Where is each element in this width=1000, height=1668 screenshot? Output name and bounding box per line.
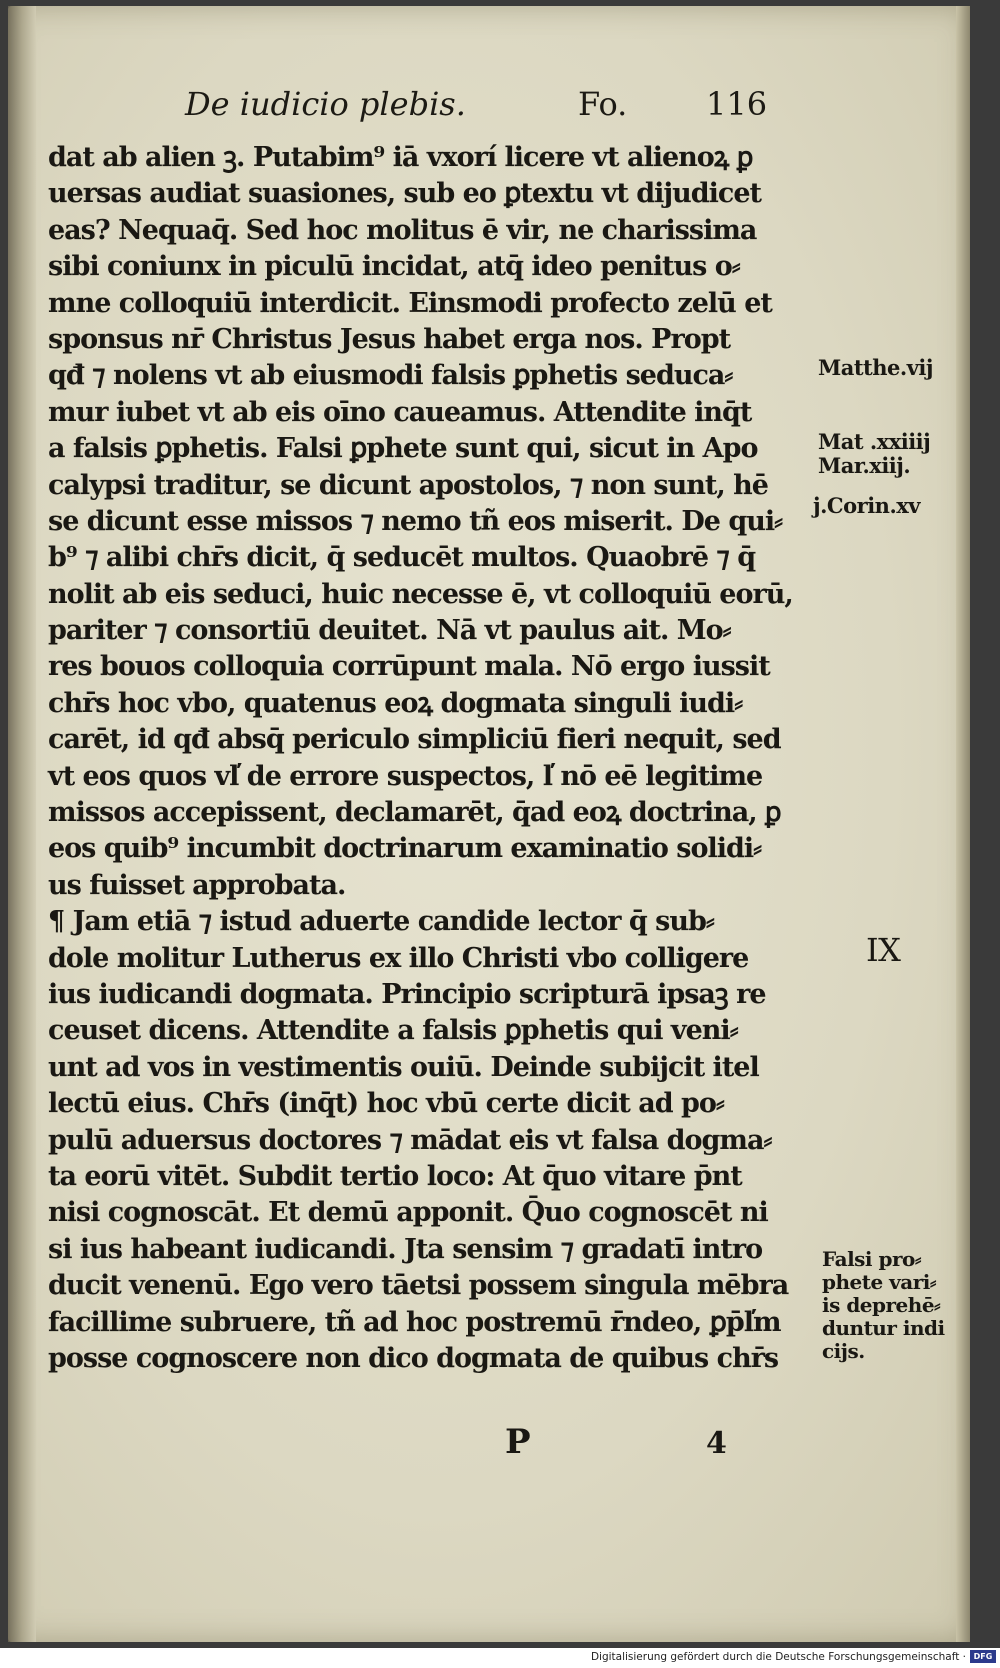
text-line: posse cognoscere non dico dogmata de quibus chr̄s — [48, 1342, 779, 1374]
text-line: pariter ⁊ consortiū deuitet. Nā vt paulus ait. Mo⸗ — [48, 615, 731, 647]
text-line: ducit venenū. Ego vero tāetsi possem singula mēbra — [48, 1270, 789, 1302]
folio-number: 116 — [706, 85, 768, 123]
text-line: uersas audiat suasiones, sub eo ꝑtextu vt dijudicet — [48, 178, 761, 210]
margin-note-line: is deprehē⸗ — [822, 1293, 941, 1317]
text-line: qđ ⁊ nolens vt ab eiusmodi falsis ꝑphetis seduca⸗ — [48, 360, 733, 392]
text-line: ius iudicandi dogmata. Principio scripturā ipsaꝫ re — [48, 978, 766, 1010]
text-line: se dicunt esse missos ⁊ nemo tñ eos miserit. De qui⸗ — [48, 505, 783, 537]
text-line: calypsi traditur, se dicunt apostolos, ⁊ non sunt, hē — [48, 469, 768, 501]
text-line: chr̄s hoc vbo, quatenus eoꝝ dogmata singuli iudi⸗ — [48, 687, 743, 719]
dfg-logo: DFG — [970, 1650, 996, 1663]
text-line: pulū aduersus doctores ⁊ mādat eis vt falsa dogma⸗ — [48, 1124, 772, 1156]
text-line: ¶ Jam etiā ⁊ istud aduerte candide lector q̄ sub⸗ — [48, 906, 714, 938]
margin-note-line: phete vari⸗ — [822, 1270, 937, 1294]
text-line: mne colloquiū interdicit. Einsmodi profecto zelū et — [48, 287, 772, 319]
text-line: ta eorū vitēt. Subdit tertio loco: At q̄uo vitare p̄nt — [48, 1160, 742, 1192]
text-line: a falsis ꝑphetis. Falsi ꝑphete sunt qui, sicut in Apo — [48, 433, 758, 465]
text-line: facillime subruere, tñ ad hoc postremū r̄ndeo, ꝑp̄l̕m — [48, 1306, 781, 1338]
body-text — [48, 140, 808, 1377]
margin-note-falsi — [822, 1248, 972, 1363]
margin-note-matthew: Matthe.vij — [818, 355, 933, 380]
page-fore-edge — [956, 6, 970, 1642]
text-line: sibi coniunx in piculū incidat, atq̄ ideo penitus o⸗ — [48, 251, 740, 283]
text-line: us fuisset approbata. — [48, 869, 346, 901]
text-line: eas? Nequaq̄. Sed hoc molitus ē vir, ne charissima — [48, 214, 757, 246]
text-line: lectū eius. Chr̄s (inq̄t) hoc vbū certe dicit ad po⸗ — [48, 1088, 724, 1120]
text-line: res bouos colloquia corrūpunt mala. Nō ergo iussit — [48, 651, 770, 683]
text-line: mur iubet vt ab eis oīno caueamus. Attendite inq̄t — [48, 396, 752, 428]
folio-label: Fo. — [578, 85, 628, 123]
text-line: nisi cognoscāt. Et demū apponit. Q̄uo cognoscēt ni — [48, 1197, 768, 1229]
text-line: nolit ab eis seduci, huic necesse ē, vt colloquiū eorū, — [48, 578, 793, 610]
text-line: unt ad vos in vestimentis ouiū. Deinde subijcit itel — [48, 1051, 759, 1083]
text-line: eos quib⁹ incumbit doctrinarum examinatio solidi⸗ — [48, 833, 762, 865]
text-line: missos accepissent, declamarēt, q̄ad eoꝝ doctrina, ꝑ — [48, 797, 781, 829]
signature-mark: P — [505, 1422, 531, 1462]
text-line: carēt, id qđ absq̄ periculo simpliciū fieri nequit, sed — [48, 724, 781, 756]
page-binding-shadow — [8, 6, 36, 1642]
text-line: vt eos quos vl̕ de errore suspectos, l̕ nō eē legitime — [48, 760, 763, 792]
margin-note-mat: Mat .xxiiij — [818, 429, 931, 454]
margin-note-line: duntur indi — [822, 1316, 945, 1340]
text-line: dole molitur Lutherus ex illo Christi vbo colligere — [48, 942, 749, 974]
funding-note: Digitalisierung gefördert durch die Deutsche Forschungsgemeinschaft · — [590, 1651, 966, 1663]
signature-number: 4 — [706, 1426, 727, 1461]
text-line: b⁹ ⁊ alibi chr̄s dicit, q̄ seducēt multos. Quaobrē ⁊ q̄ — [48, 542, 756, 574]
text-line: sponsus nr̄ Christus Jesus habet erga nos. Propt — [48, 323, 731, 355]
margin-note-line: cijs. — [822, 1339, 865, 1363]
margin-note-line: Falsi pro⸗ — [822, 1247, 922, 1271]
margin-note-corinthians: j.Corin.xv — [813, 493, 920, 518]
text-line: si ius habeant iudicandi. Jta sensim ⁊ gradatī intro — [48, 1233, 763, 1265]
section-number: IX — [866, 931, 901, 969]
running-title: De iudicio plebis. — [185, 85, 466, 123]
margin-note-mar: Mar.xiij. — [818, 453, 911, 478]
text-line: dat ab alien ꝫ. Putabim⁹ iā vxorí licere vt alienoꝝ ꝑ — [48, 142, 753, 173]
text-line: ceuset dicens. Attendite a falsis ꝑphetis qui veni⸗ — [48, 1015, 738, 1047]
